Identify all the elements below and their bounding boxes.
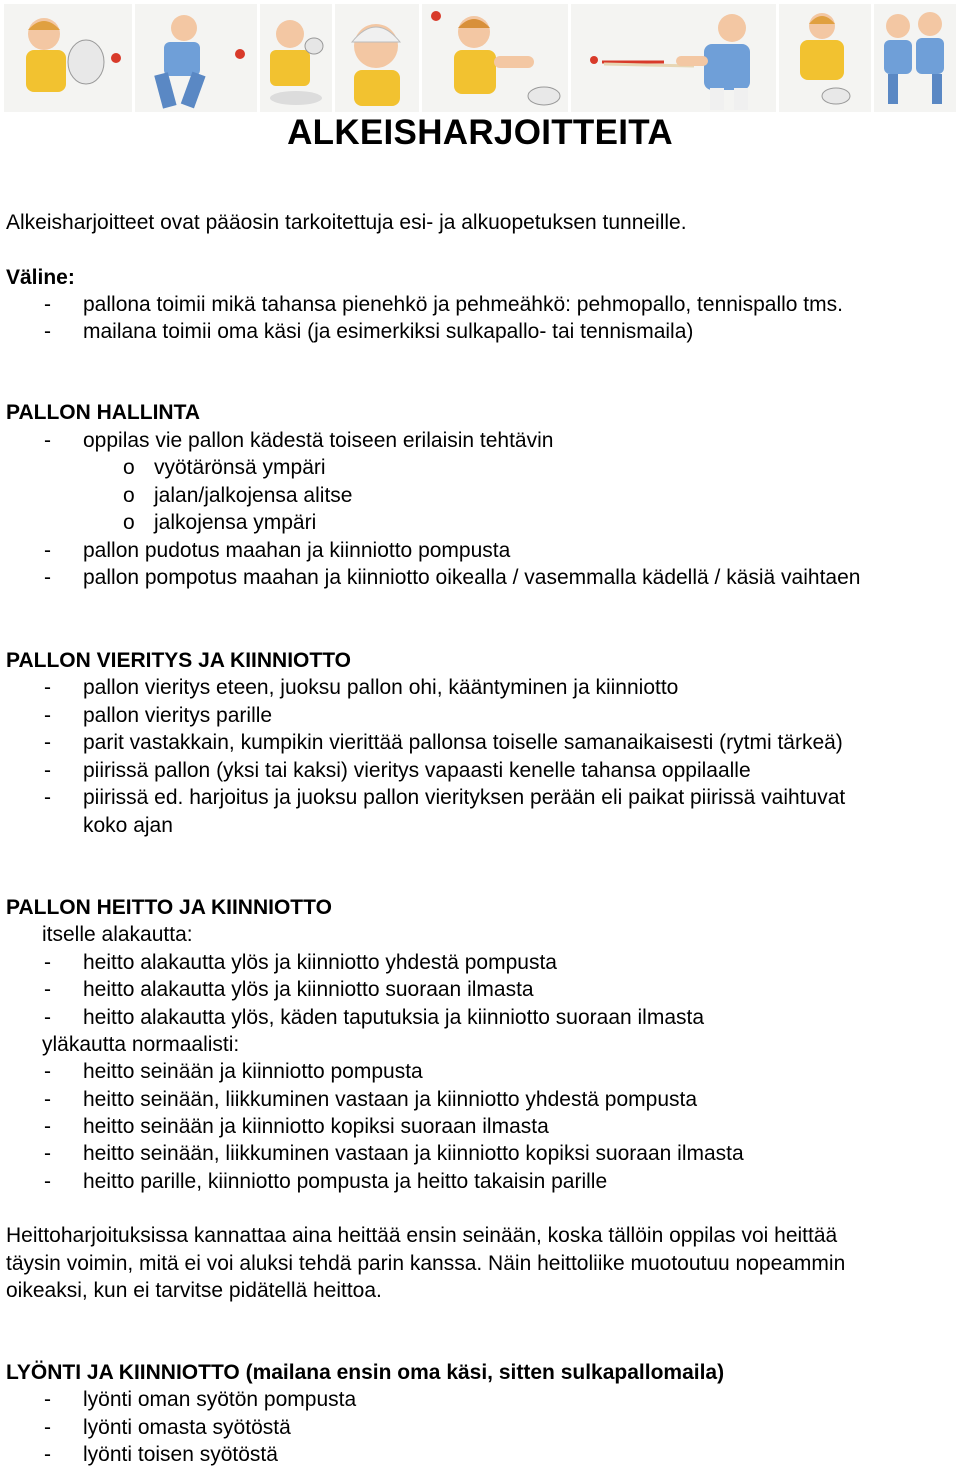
- item-text: vyötärönsä ympäri: [154, 456, 326, 479]
- dash-marker: -: [44, 731, 51, 754]
- lyonti-heading: LYÖNTI JA KIINNIOTTO (mailana ensin oma käsi, sitten sulkapallomaila): [6, 1361, 725, 1384]
- item-text: heitto alakautta ylös ja kiinniotto yhdestä pompusta: [83, 951, 557, 974]
- item-text: heitto seinään ja kiinniotto pompusta: [83, 1060, 423, 1083]
- item-text: pallon pompotus maahan ja kiinniotto oikealla / vasemmalla kädellä / käsiä vaihtaen: [83, 566, 861, 589]
- paragraph-line: oikeaksi, kun ei tarvitse pidätellä heittoa.: [6, 1279, 382, 1302]
- heitto-heading: PALLON HEITTO JA KIINNIOTTO: [6, 896, 332, 919]
- item-text: jalkojensa ympäri: [154, 511, 317, 534]
- item-text: pallon vieritys eteen, juoksu pallon ohi, kääntyminen ja kiinniotto: [83, 676, 679, 699]
- item-text: pallona toimii mikä tahansa pienehkö ja pehmeähkö: pehmopallo, tennispallo tms.: [83, 293, 843, 316]
- dash-marker: -: [44, 759, 51, 782]
- item-text: heitto alakautta ylös, käden taputuksia ja kiinniotto suoraan ilmasta: [83, 1006, 705, 1029]
- hallinta-heading: PALLON HALLINTA: [6, 401, 201, 424]
- paragraph-line: täysin voimin, mitä ei voi aluksi tehdä parin kanssa. Näin heittoliike muotoutuu nopeammin: [6, 1252, 846, 1275]
- dash-marker: -: [44, 1388, 51, 1411]
- dash-marker: -: [44, 951, 51, 974]
- heitto-label-yla: yläkautta normaalisti:: [42, 1033, 240, 1056]
- dash-marker: -: [44, 704, 51, 727]
- dash-marker: -: [44, 429, 51, 452]
- dash-marker: -: [44, 1115, 51, 1138]
- item-text: parit vastakkain, kumpikin vierittää pallonsa toiselle samanaikaisesti (rytmi tärkeä): [83, 731, 843, 754]
- dash-marker: -: [44, 676, 51, 699]
- item-text: heitto seinään, liikkuminen vastaan ja kiinniotto kopiksi suoraan ilmasta: [83, 1142, 744, 1165]
- dash-marker: -: [44, 1088, 51, 1111]
- item-text: lyönti toisen syötöstä: [83, 1443, 278, 1466]
- dash-marker: -: [44, 566, 51, 589]
- dash-marker: -: [44, 1142, 51, 1165]
- item-text: jalan/jalkojensa alitse: [154, 484, 353, 507]
- dash-marker: -: [44, 320, 51, 343]
- dash-marker: -: [44, 539, 51, 562]
- heitto-label-ala: itselle alakautta:: [42, 923, 193, 946]
- item-text: lyönti omasta syötöstä: [83, 1416, 291, 1439]
- valine-heading: Väline:: [6, 266, 75, 289]
- bullet-marker: o: [123, 484, 135, 507]
- dash-marker: -: [44, 1443, 51, 1466]
- illustration-banner: [4, 4, 956, 114]
- dash-marker: -: [44, 1060, 51, 1083]
- item-text: lyönti oman syötön pompusta: [83, 1388, 357, 1411]
- intro-text: Alkeisharjoitteet ovat pääosin tarkoitettuja esi- ja alkuopetuksen tunneille.: [6, 211, 687, 234]
- paragraph-line: Heittoharjoituksissa kannattaa aina heittää ensin seinään, koska tällöin oppilas voi heittää: [6, 1224, 838, 1247]
- item-text: heitto parille, kiinniotto pompusta ja heitto takaisin parille: [83, 1170, 608, 1193]
- dash-marker: -: [44, 1006, 51, 1029]
- item-text: piirissä pallon (yksi tai kaksi) vieritys vapaasti kenelle tahansa oppilaalle: [83, 759, 751, 782]
- dash-marker: -: [44, 1170, 51, 1193]
- page-title: ALKEISHARJOITTEITA: [287, 113, 673, 152]
- item-text: heitto seinään, liikkuminen vastaan ja kiinniotto yhdestä pompusta: [83, 1088, 698, 1111]
- dash-marker: -: [44, 978, 51, 1001]
- item-text: oppilas vie pallon kädestä toiseen erilaisin tehtävin: [83, 429, 554, 452]
- item-text: mailana toimii oma käsi (ja esimerkiksi sulkapallo- tai tennismaila): [83, 320, 694, 343]
- item-text: heitto alakautta ylös ja kiinniotto suoraan ilmasta: [83, 978, 534, 1001]
- item-text: pallon vieritys parille: [83, 704, 273, 727]
- item-text: piirissä ed. harjoitus ja juoksu pallon vierityksen perään eli paikat piirissä vaihtuvat: [83, 786, 846, 809]
- vieritys-heading: PALLON VIERITYS JA KIINNIOTTO: [6, 649, 351, 672]
- dash-marker: -: [44, 293, 51, 316]
- bullet-marker: o: [123, 511, 135, 534]
- item-text: heitto seinään ja kiinniotto kopiksi suoraan ilmasta: [83, 1115, 549, 1138]
- dash-marker: -: [44, 786, 51, 809]
- item-text: koko ajan: [83, 814, 173, 837]
- item-text: pallon pudotus maahan ja kiinniotto pompusta: [83, 539, 511, 562]
- bullet-marker: o: [123, 456, 135, 479]
- dash-marker: -: [44, 1416, 51, 1439]
